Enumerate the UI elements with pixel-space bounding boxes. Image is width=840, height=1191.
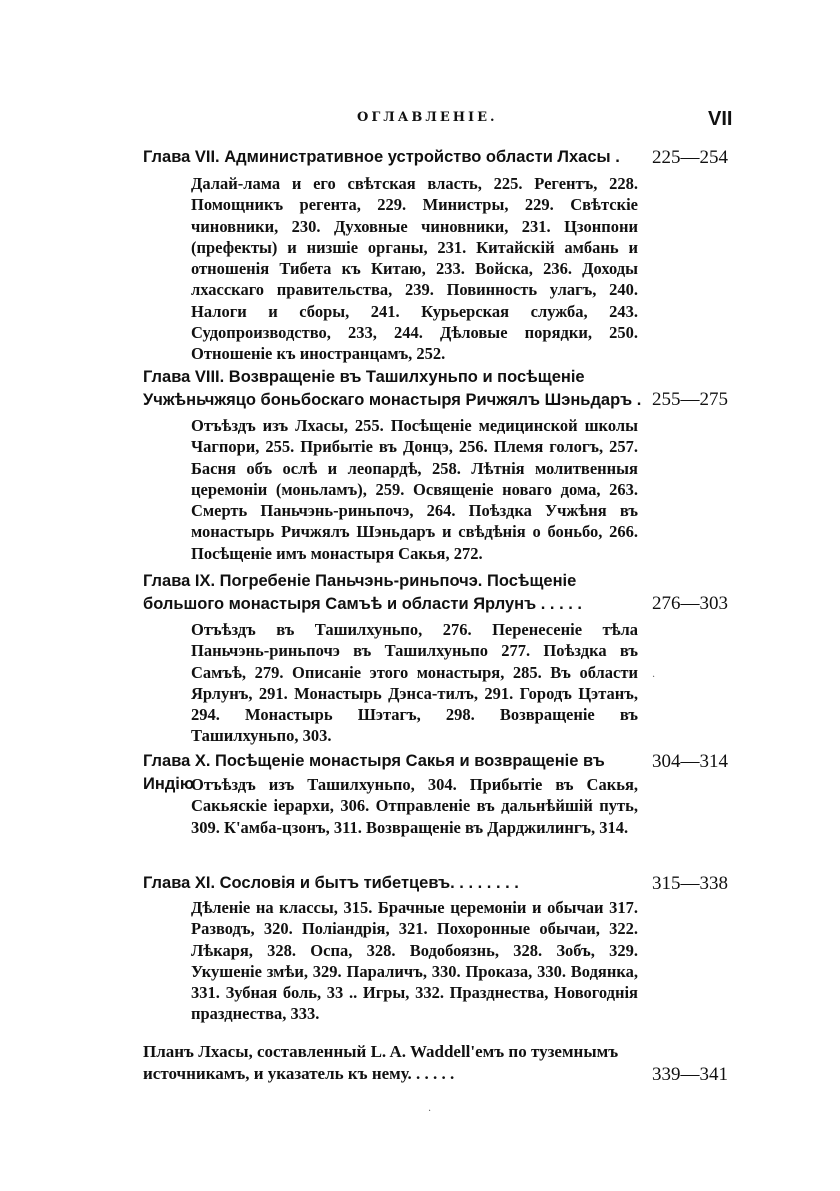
- chapter-summary: Далай-лама и его свѣтская власть, 225. Регентъ, 228. Помощникъ регента, 229. Министры, 229. Свѣтскіе чиновники, 230. Духовные чиновники, 231. Цзонпони (префекты) и низшіе органы, 231. Китайскій амбань и отношенія Тибета къ Китаю, 233. Войска, 236. Доходы лхасскаго правительства, 239. Повинность улагъ, 240. Налоги и сборы, 241. Курьерская служба, 243. Судопроизводство, 233, 244. Дѣловые порядки, 250. Отношеніе къ иностранцамъ, 252.: [191, 174, 638, 364]
- plan-heading: Планъ Лхасы, составленный L. A. Waddell'емъ по туземнымъ источникамъ, и указатель къ нему. . . . . .: [143, 1042, 619, 1083]
- chapter-pages: 276—303: [652, 593, 728, 614]
- print-speck: ·: [428, 1106, 432, 1117]
- page-number: VII: [708, 108, 733, 130]
- chapter-heading: Глава VIII. Возвращеніе въ Ташилхуньпо и посѣщеніе Учжѣньчжяцо боньбоскаго монастыря Ричжялъ Шэньдаръ .: [143, 368, 642, 409]
- chapter-summary: Отъѣздъ въ Ташилхуньпо, 276. Перенесеніе тѣла Паньчэнь-риньпочэ въ Ташилхуньпо 277. Поѣздка въ Самъѣ, 279. Описаніе этого монастыря, 285. Въ области Ярлунъ, 291. Монастырь Дэнса-тилъ, 291. Городъ Цэтанъ, 294. Монастырь Шэтагъ, 298. Возвращеніе въ Ташилхуньпо, 303.: [191, 620, 638, 746]
- chapter-summary: Отъѣздъ изъ Лхасы, 255. Посѣщеніе медицинской школы Чагпори, 255. Прибытіе въ Донцэ, 256. Племя гологъ, 257. Басня объ ослѣ и леопардѣ, 258. Лѣтнія молитвенныя церемоніи (моньламъ), 259. Освященіе новаго дома, 263. Смерть Паньчэнь-риньпочэ, 264. Поѣздка Учжѣня въ монастырь Ричжялъ Шэньдаръ и свѣдѣнія о боньбо, 266. Посѣщеніе имъ монастыря Сакья, 272.: [191, 416, 638, 563]
- page-header: [0, 108, 840, 138]
- chapter-pages: 225—254: [652, 147, 728, 168]
- chapter-heading: Глава VII. Административное устройство области Лхасы .: [143, 148, 620, 166]
- chapter-pages: 315—338: [652, 873, 728, 894]
- chapter-summary: Дѣленіе на классы, 315. Брачные церемоніи и обычаи 317. Разводъ, 320. Поліандрія, 321. Похоронные обычаи, 322. Лѣкаря, 328. Оспа, 328. Водобоязнь, 328. Зобъ, 329. Укушеніе змѣи, 329. Параличъ, 330. Проказа, 330. Водянка, 331. Зубная боль, 33 .. Игры, 332. Празднества, Новогоднія празднества, 333.: [191, 898, 638, 1024]
- chapter-summary: Отъѣздъ изъ Ташилхуньпо, 304. Прибытіе въ Сакья, Сакьяскіе іерархи, 306. Отправленіе въ дальнѣйшій путь, 309. К'амба-цзонъ, 311. Возвращеніе въ Дарджилингъ, 314.: [191, 775, 638, 837]
- chapter-pages: 255—275: [652, 389, 728, 410]
- plan-pages: 339—341: [652, 1064, 728, 1085]
- chapter-heading: Глава XI. Сословія и бытъ тибетцевъ. . . . . . . .: [143, 874, 519, 892]
- chapter-heading: Глава X. Посѣщеніе монастыря Сакья и возвращеніе въ Индію: [143, 752, 605, 793]
- page-title: ОГЛАВЛЕНІЕ.: [357, 110, 498, 125]
- chapter-heading: Глава IX. Погребеніе Паньчэнь-риньпочэ. Посѣщеніе большого монастыря Самъѣ и области Ярлунъ . . . . .: [143, 572, 583, 613]
- chapter-pages: 304—314: [652, 751, 728, 772]
- print-speck: ·: [652, 672, 656, 683]
